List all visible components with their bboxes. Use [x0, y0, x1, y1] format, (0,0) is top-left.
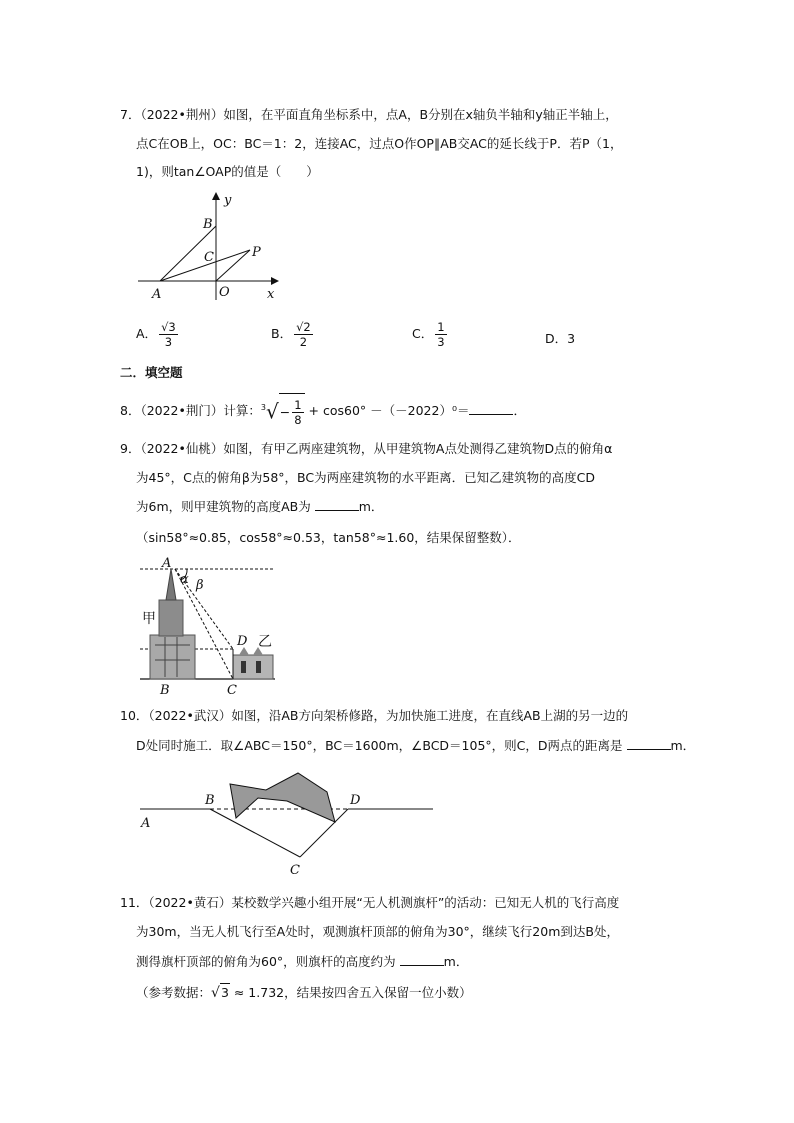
- label-alpha: α: [180, 572, 189, 587]
- label-beta: β: [196, 578, 204, 593]
- label-A: A: [152, 287, 162, 302]
- q7-option-c[interactable]: [412, 320, 447, 349]
- q10-figure: [135, 770, 440, 882]
- q8-frac-den: 8: [294, 412, 302, 427]
- q8-frac-num: 1: [294, 397, 302, 412]
- option-c-label: C．: [412, 326, 434, 341]
- q8-answer-blank[interactable]: [469, 402, 513, 415]
- segment-BC: [210, 809, 300, 857]
- segment-OP: [216, 250, 250, 281]
- q10-line2-a: D处同时施工．取∠ABC＝150°，BC＝1600m，∠BCD＝105°，则C，D两点的距离是: [136, 738, 627, 753]
- q7-option-d[interactable]: [545, 329, 575, 347]
- label-x: x: [267, 287, 275, 302]
- q11-line3-a: 测得旗杆顶部的俯角为60°，则旗杆的高度约为: [136, 954, 400, 969]
- q9-text-line4: （sin58°≈0.85，cos58°≈0.53，tan58°≈1.60，结果保留整数）．: [136, 530, 521, 545]
- option-c-frac: [435, 320, 446, 349]
- q9-line3-b: m．: [358, 499, 384, 514]
- q7-option-b[interactable]: [271, 320, 313, 349]
- option-b-label: B．: [271, 326, 293, 341]
- q8-fraction: [292, 398, 303, 427]
- q9-answer-blank[interactable]: [315, 498, 359, 511]
- label-y: y: [224, 193, 232, 208]
- q8-minus: −: [279, 404, 291, 420]
- q7-option-a[interactable]: [136, 320, 178, 349]
- q11-sqrt-val: 3: [220, 985, 229, 1000]
- option-c-num: 1: [437, 320, 445, 334]
- lake-shape: [230, 773, 335, 822]
- q9-text-line3: [136, 498, 383, 516]
- label-C: C: [290, 863, 300, 878]
- label-B: B: [203, 217, 213, 232]
- q8-root-index: 3: [260, 403, 266, 412]
- q10-text-line1: 10．（2022•武汉）如图，沿AB方向架桥修路，为加快施工进度，在直线AB上湖的另一边的: [120, 708, 629, 723]
- q7-figure: [130, 188, 290, 306]
- label-yi: 乙: [258, 634, 272, 650]
- q11-line4-a: （参考数据：: [136, 985, 212, 1000]
- label-B: B: [205, 793, 215, 808]
- q8-end: ．: [513, 403, 526, 419]
- building-yi-icon: [233, 647, 273, 679]
- q11-text-line2: 为30m，当无人机飞行至A处时，观测旗杆顶部的俯角为30°，继续飞行20m到达B处，: [136, 924, 619, 939]
- label-C: C: [204, 250, 214, 265]
- q8-text: 8．（2022•荆门）计算：$^3$√− $\frac{1}{8}$ + cos60° －（－2022）⁰＝ ．: [120, 390, 526, 430]
- label-D: D: [350, 793, 361, 808]
- label-D: D: [237, 634, 248, 649]
- q9-text-line1: 9．（2022•仙桃）如图，有甲乙两座建筑物，从甲建筑物A点处测得乙建筑物D点的俯角α: [120, 441, 613, 456]
- q7-text-line3: 1)，则tan∠OAP的值是（ ）: [136, 164, 319, 179]
- q8-prefix: 8．（2022•荆门）计算：: [120, 403, 261, 419]
- q8-suffix: + cos60° －（－2022）⁰＝: [304, 403, 470, 419]
- option-b-num: √2: [296, 320, 311, 334]
- option-d-text: 3: [567, 331, 576, 346]
- q7-text-line2: 点C在OB上，OC：BC＝1：2，连接AC，过点O作OP∥AB交AC的延长线于P．若P（1，: [136, 136, 623, 151]
- q10-line2-b: m．: [670, 738, 696, 753]
- label-O: O: [219, 285, 230, 300]
- option-b-frac: [294, 320, 313, 349]
- q10-answer-blank[interactable]: [627, 737, 671, 750]
- q11-answer-blank[interactable]: [400, 953, 444, 966]
- option-b-den: 2: [299, 335, 308, 349]
- label-B: B: [160, 683, 170, 697]
- q10-text-line2: [136, 737, 695, 755]
- label-P: P: [252, 245, 261, 260]
- label-A: A: [162, 556, 172, 571]
- q7-text-line1: 7．（2022•荆州）如图，在平面直角坐标系中，点A，B分别在x轴负半轴和y轴正半轴上，: [120, 107, 618, 122]
- q9-figure: [135, 555, 280, 697]
- label-A: A: [141, 816, 151, 831]
- option-d-label: D．: [545, 331, 568, 346]
- q11-text-line4: （参考数据：√3 ≈ 1.732，结果按四舍五入保留一位小数）: [136, 985, 472, 1001]
- q11-line3-b: m．: [443, 954, 469, 969]
- option-a-frac: [159, 320, 178, 349]
- q11-text-line1: 11．（2022•黄石）某校数学兴趣小组开展“无人机测旗杆”的活动：已知无人机的飞行高度: [120, 895, 620, 910]
- q9-line3-a: 为6m，则甲建筑物的高度AB为: [136, 499, 315, 514]
- label-C: C: [227, 683, 237, 697]
- option-a-num: √3: [161, 320, 176, 334]
- q11-line4-b: ≈ 1.732，结果按四舍五入保留一位小数）: [229, 985, 472, 1000]
- q9-text-line2: 为45°，C点的俯角β为58°，BC为两座建筑物的水平距离．已知乙建筑物的高度CD: [136, 470, 595, 485]
- section-title: 二．填空题: [120, 365, 183, 380]
- label-jia: 甲: [142, 611, 156, 627]
- q8-radicand: [279, 393, 305, 431]
- option-a-den: 3: [164, 335, 173, 349]
- q11-text-line3: [136, 953, 468, 971]
- option-a-label: A．: [136, 326, 158, 341]
- option-c-den: 3: [437, 335, 445, 349]
